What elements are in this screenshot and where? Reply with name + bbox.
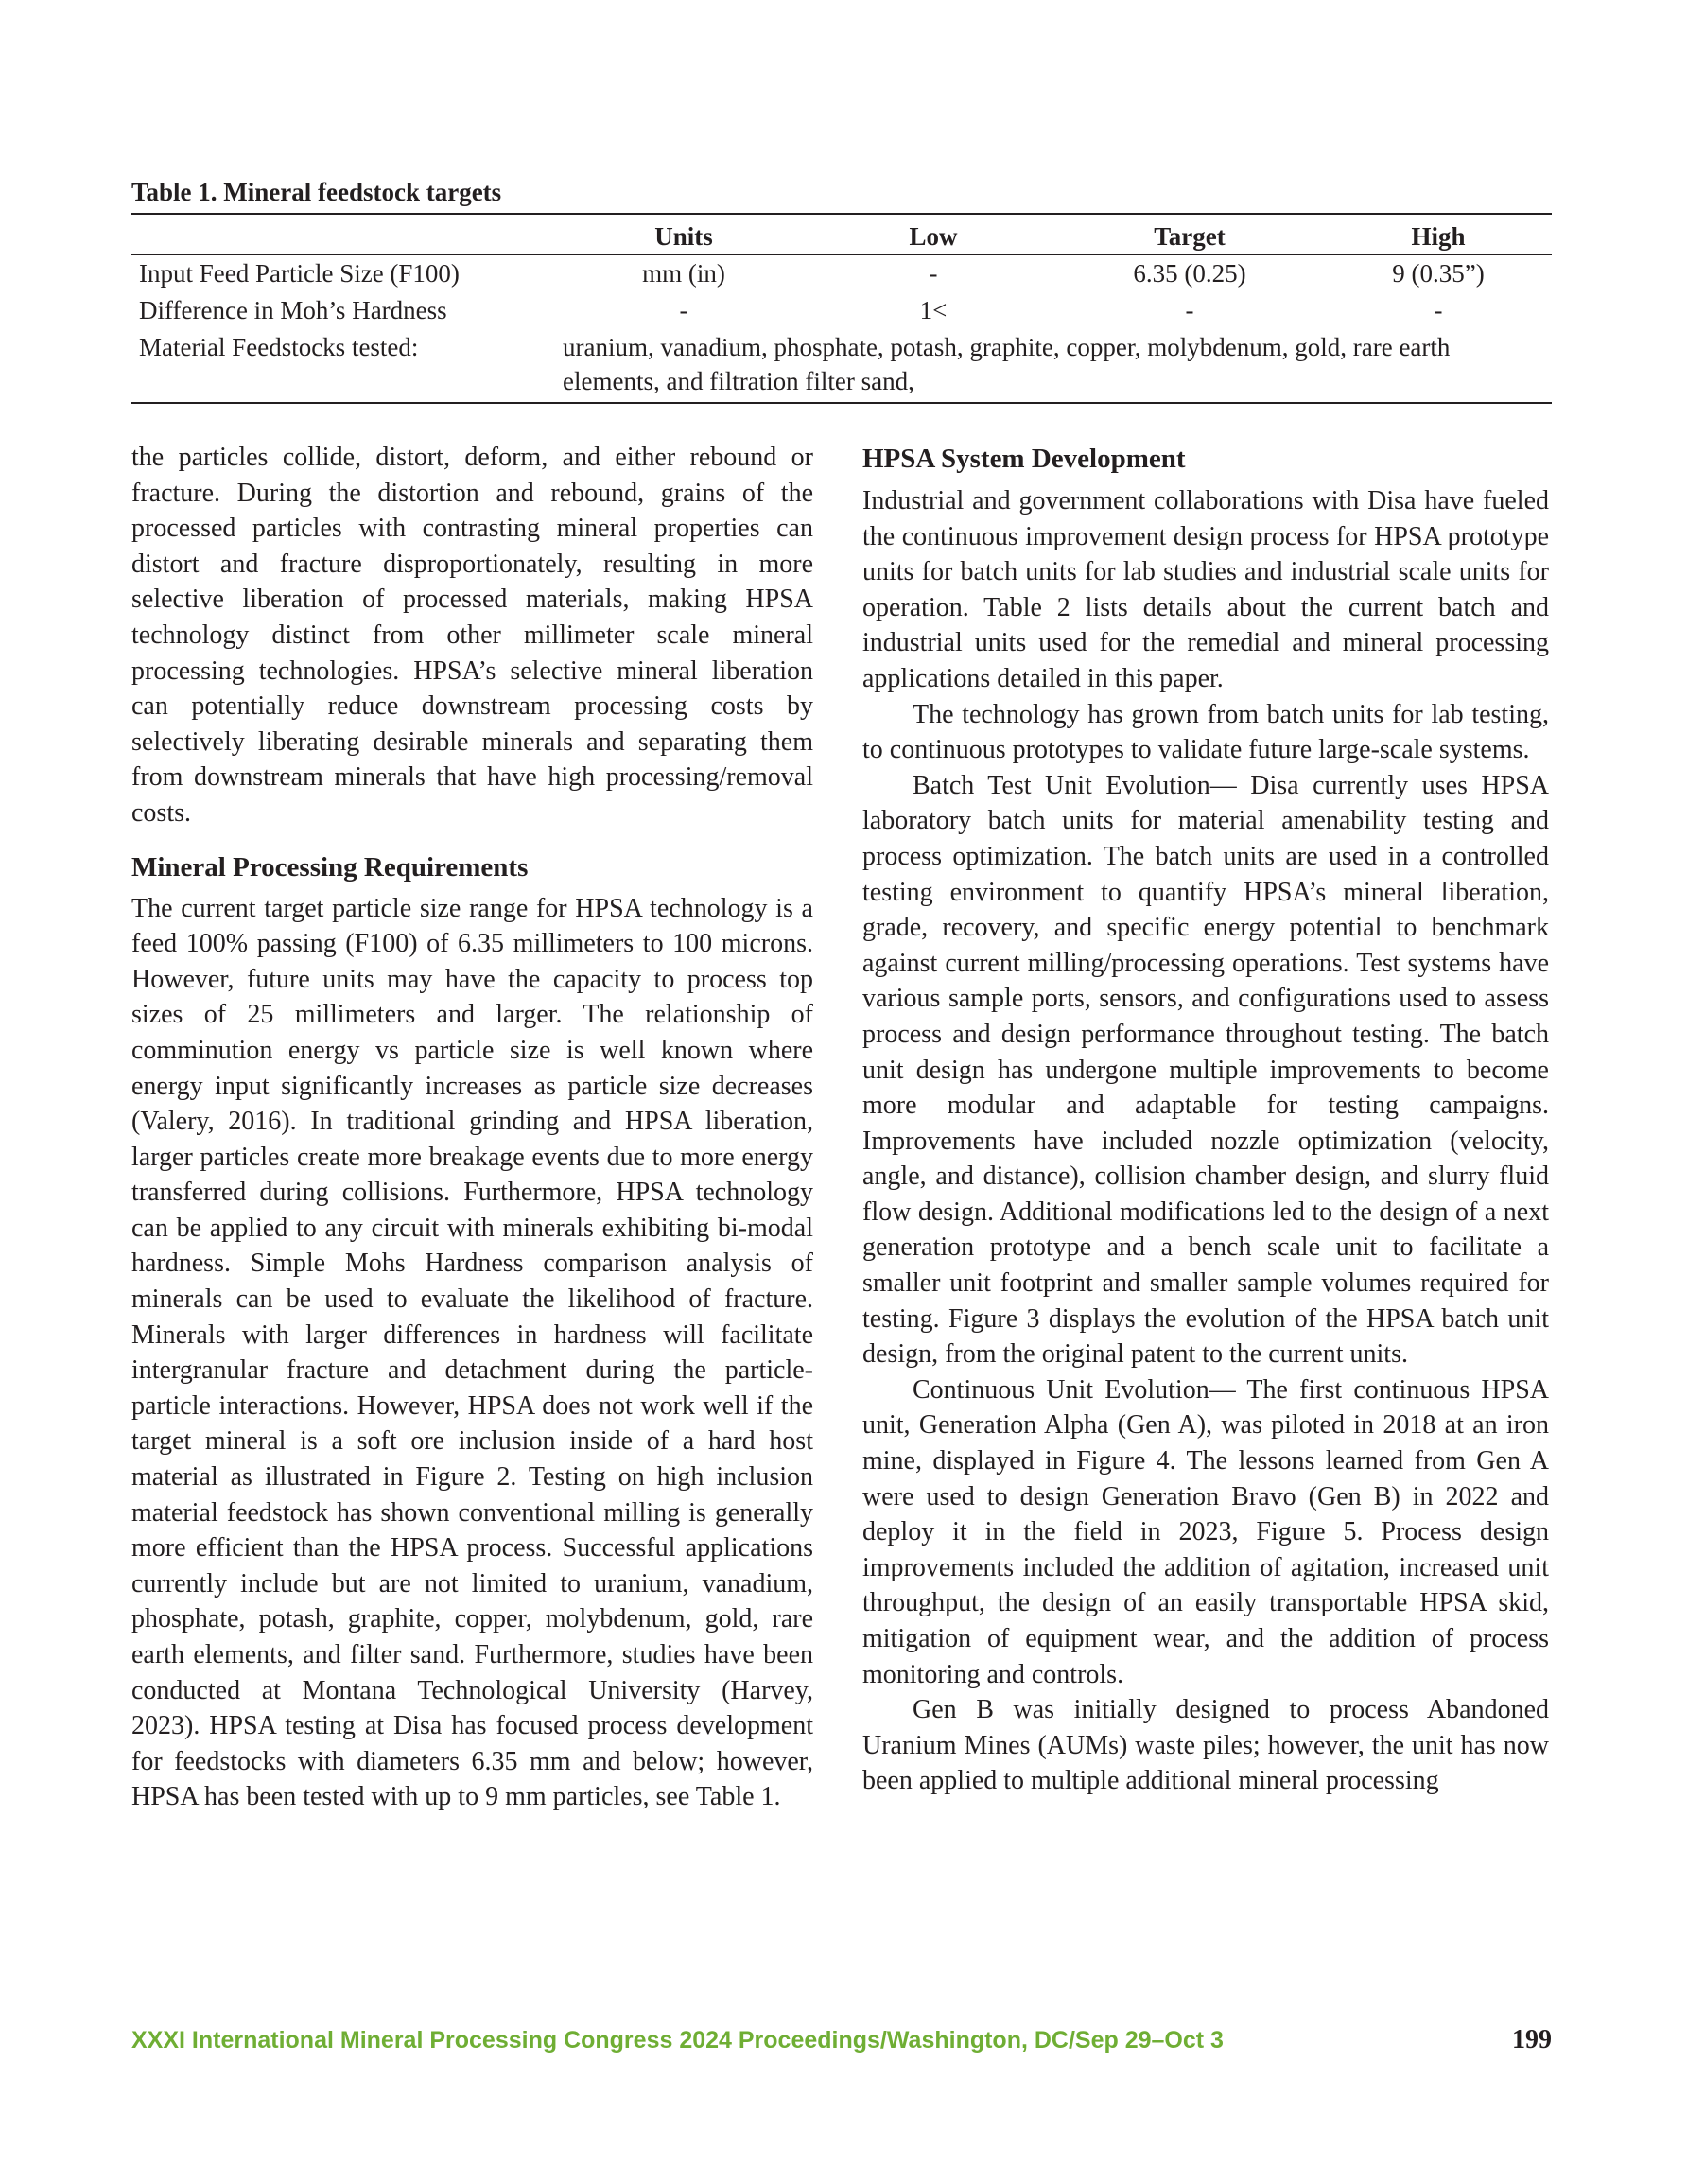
table-cell: - (1185, 296, 1194, 324)
table-cell: mm (in) (642, 259, 725, 288)
paragraph: Industrial and government collaborations with Disa have fueled the continuous improvement design process for HPSA prototype units for batch units for lab studies and industrial scale units for operation. Table 2 lists details about the current batch and industrial units used for the remedial and mineral processing applications detailed in this paper. (862, 486, 1549, 693)
paragraph: The technology has grown from batch units for lab testing, to continuous prototypes to validate future large-scale systems. (862, 699, 1549, 765)
table-cell: - (679, 296, 688, 324)
header-cell: Target (1054, 214, 1325, 255)
table-header-row (131, 214, 1552, 255)
header-cell (131, 214, 555, 255)
row-label: Difference in Moh’s Hardness (139, 296, 447, 324)
section-heading: Mineral Processing Requirements (131, 851, 529, 882)
table-cell: - (1434, 296, 1443, 324)
right-column (862, 440, 1549, 1799)
section-heading: HPSA System Development (862, 444, 1186, 474)
table-caption: Table 1. Mineral feedstock targets (131, 178, 502, 206)
paragraph: Continuous Unit Evolution— The first continuous HPSA unit, Generation Alpha (Gen A), was piloted in 2018 at an iron mine, displayed in Figure 4. The lessons learned from Gen A were used to design Generation Bravo (Gen B) in 2022 and deploy it in the field in 2023, Figure 5. Process design improvements included the addition of agitation, increased unit throughput, the design of an easily transportable HPSA skid, mitigation of equipment wear, and the addition of process monitoring and controls. (862, 1374, 1549, 1689)
table-1 (131, 175, 1552, 404)
paragraph: the particles collide, distort, deform, and either rebound or fracture. During the distortion and rebound, grains of the processed particles with contrasting mineral properties can distort and fracture disproportionately, resulting in more selective liberation of processed materials, making HPSA technology distinct from other millimeter scale mineral processing technologies. HPSA’s selective mineral liberation can potentially reduce downstream processing costs by selectively liberating desirable minerals and separating them from downstream minerals that have high processing/removal costs. (131, 443, 813, 828)
paragraph: Gen B was initially designed to process Abandoned Uranium Mines (AUMs) waste piles; however, the unit has now been applied to multiple additional mineral processing (862, 1695, 1549, 1796)
table-cell: - (929, 259, 938, 288)
paragraph: Batch Test Unit Evolution— Disa currently uses HPSA laboratory batch units for material amenability testing and process optimization. The batch units are used in a controlled testing environment to quantify HPSA’s mineral liberation, grade, recovery, and specific energy potential to benchmark against current milling/processing operations. Test systems have various sample ports, sensors, and configurations used to assess process and design performance throughout testing. The batch unit design has undergone multiple improvements to become more modular and adaptable for testing campaigns. Improvements have included nozzle optimization (velocity, angle, and distance), collision chamber design, and slurry fluid flow design. Additional modifications led to the design of a next generation prototype and a bench scale unit to facilitate a smaller unit footprint and smaller sample volumes required for testing. Figure 3 displays the evolution of the HPSA batch unit design, from the original patent to the current units. (862, 770, 1549, 1370)
feedstock-table (131, 213, 1552, 404)
table-cell: 1< (919, 296, 948, 324)
table-cell: 9 (0.35”) (1392, 259, 1485, 288)
left-column (131, 440, 813, 1815)
table-cell: 6.35 (0.25) (1133, 259, 1246, 288)
table-row (131, 255, 1552, 293)
table-row (131, 329, 1552, 403)
page-footer (131, 2021, 1552, 2059)
conference-title: XXXI International Mineral Processing Congress 2024 Proceedings/Washington, DC/Sep 29–Oct 3 (131, 2027, 1224, 2053)
header-cell: Units (555, 214, 812, 255)
page-number: 199 (1512, 2025, 1552, 2054)
header-cell: Low (812, 214, 1054, 255)
paragraph: The current target particle size range for HPSA technology is a feed 100% passing (F100) of 6.35 millimeters to 100 microns. However, future units may have the capacity to process top sizes of 25 millimeters and larger. The relationship of comminution energy vs particle size is well known where energy input significantly increases as particle size decreases (Valery, 2016). In traditional grinding and HPSA liberation, larger particles create more breakage events due to more energy transferred during collisions. Furthermore, HPSA technology can be applied to any circuit with minerals exhibiting bi-modal hardness. Simple Mohs Hardness comparison analysis of minerals can be used to evaluate the likelihood of fracture. Minerals with larger differences in hardness will facilitate intergranular fracture and detachment during the particle-particle interactions. However, HPSA does not work well if the target mineral is a soft ore inclusion inside of a hard host material as illustrated in Figure 2. Testing on high inclusion material feedstock has shown conventional milling is generally more efficient than the HPSA process. Successful applications currently include but are not limited to uranium, vanadium, phosphate, potash, graphite, copper, molybdenum, gold, rare earth elements, and filter sand. Furthermore, studies have been conducted at Montana Technological University (Harvey, 2023). HPSA testing at Disa has focused process development for feedstocks with diameters 6.35 mm and below; however, HPSA has been tested with up to 9 mm particles, see Table 1. (131, 893, 813, 1812)
row-label: Material Feedstocks tested: (131, 329, 555, 403)
header-cell: High (1325, 214, 1552, 255)
table-row (131, 292, 1552, 329)
feedstocks-list: uranium, vanadium, phosphate, potash, graphite, copper, molybdenum, gold, rare earth elements, and filtration filter sand, (555, 329, 1552, 403)
row-label: Input Feed Particle Size (F100) (139, 259, 460, 288)
